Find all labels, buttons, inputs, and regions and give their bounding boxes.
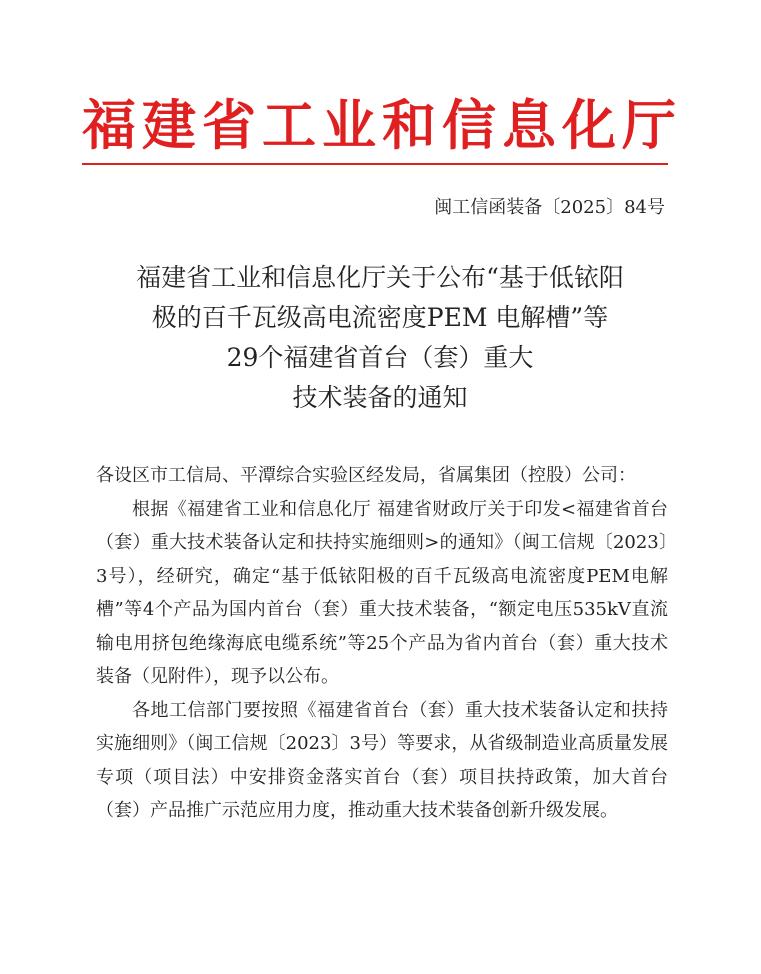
document-title xyxy=(60,258,700,418)
salutation: 各设区市工信局、平潭综合实验区经发局，省属集团（控股）公司： xyxy=(96,465,636,486)
masthead-title: 福建省工业和信息化厅 xyxy=(82,93,682,157)
title-line: 福建省工业和信息化厅关于公布“基于低铱阳 xyxy=(136,263,624,292)
title-line: 技术装备的通知 xyxy=(292,383,468,412)
document-number: 闽工信函装备〔2025〕84号 xyxy=(434,197,665,218)
title-line: 29个福建省首台（套）重大 xyxy=(226,343,534,372)
masthead-red-rule xyxy=(82,163,668,165)
title-line: 极的百千瓦级高电流密度PEM 电解槽”等 xyxy=(151,303,609,332)
body-paragraph: 根据《福建省工业和信息化厅 福建省财政厅关于印发<福建省首台（套）重大技术装备认定和扶持实施细则>的通知》（闽工信规〔2023〕3号），经研究，确定“基于低铱阳极的百千瓦级高电流密度PEM电解槽”等4个产品为国内首台（套）重大技术装备，“额定电压535kV直流输电用挤包绝缘海底电缆系统”等25个产品为省内首台（套）重大技术装备（见附件），现予以公布。 xyxy=(96,498,668,687)
document-body xyxy=(96,459,668,828)
body-paragraph: 各地工信部门要按照《福建省首台（套）重大技术装备认定和扶持实施细则》（闽工信规〔2023〕3号）等要求，从省级制造业高质量发展专项（项目法）中安排资金落实首台（套）项目扶持政策，加大首台（套）产品推广示范应用力度，推动重大技术装备创新升级发展。 xyxy=(96,699,668,821)
